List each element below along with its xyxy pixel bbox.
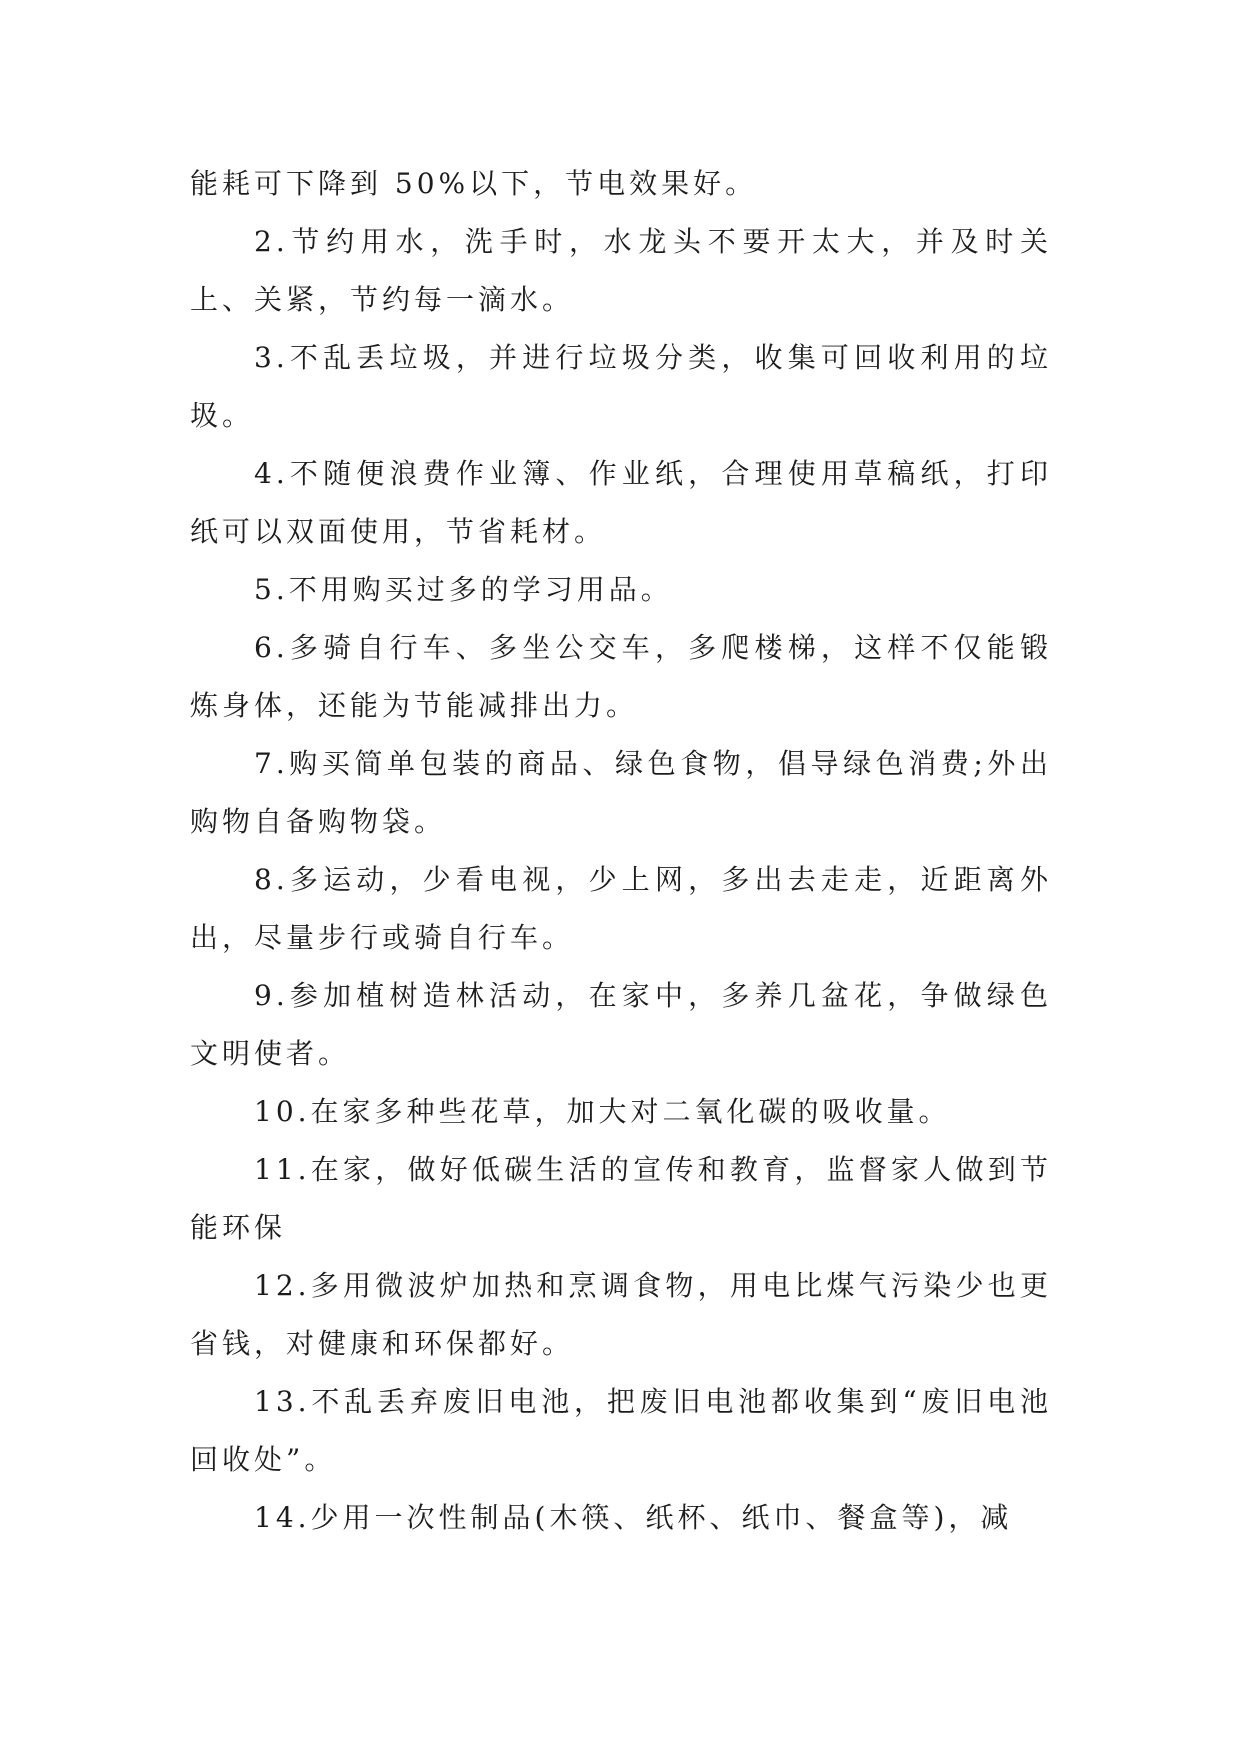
list-item-2: 2.节约用水，洗手时，水龙头不要开太大，并及时关上、关紧，节约每一滴水。 [190, 225, 1052, 316]
list-item-10: 10.在家多种些花草，加大对二氧化碳的吸收量。 [254, 1095, 951, 1128]
list-item-12: 12.多用微波炉加热和烹调食物，用电比煤气污染少也更省钱，对健康和环保都好。 [190, 1269, 1052, 1360]
list-item-13: 13.不乱丢弃废旧电池，把废旧电池都收集到“废旧电池回收处”。 [190, 1385, 1052, 1476]
document-body [190, 155, 1052, 1547]
list-item-9: 9.参加植树造林活动，在家中，多养几盆花，争做绿色文明使者。 [190, 979, 1052, 1070]
list-item-11: 11.在家，做好低碳生活的宣传和教育，监督家人做到节能环保 [190, 1153, 1052, 1244]
list-item-7: 7.购买简单包装的商品、绿色食物，倡导绿色消费;外出购物自备购物袋。 [190, 747, 1052, 838]
list-item-8: 8.多运动，少看电视，少上网，多出去走走，近距离外出，尽量步行或骑自行车。 [190, 863, 1052, 954]
list-item-5: 5.不用购买过多的学习用品。 [254, 573, 673, 606]
list-item-4: 4.不随便浪费作业簿、作业纸，合理使用草稿纸，打印纸可以双面使用，节省耗材。 [190, 457, 1052, 548]
paragraph-continuation: 能耗可下降到 50%以下，节电效果好。 [190, 167, 758, 200]
list-item-3: 3.不乱丢垃圾，并进行垃圾分类，收集可回收利用的垃圾。 [190, 341, 1052, 432]
list-item-14: 14.少用一次性制品(木筷、纸杯、纸巾、餐盒等)，减 [254, 1501, 1013, 1534]
list-item-6: 6.多骑自行车、多坐公交车，多爬楼梯，这样不仅能锻炼身体，还能为节能减排出力。 [190, 631, 1052, 722]
